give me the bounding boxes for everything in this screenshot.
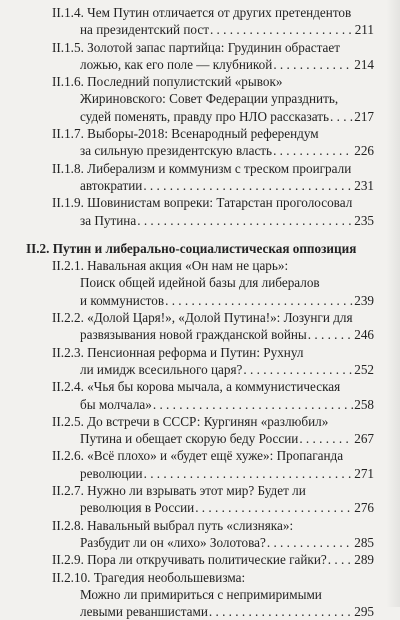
toc-entry-first-line (52, 194, 374, 211)
toc-entry-text: бы молчала» (80, 396, 152, 413)
dot-leader (328, 551, 353, 568)
dot-leader (308, 326, 353, 343)
toc-entry-text: за сильную президентскую власть (80, 142, 272, 159)
toc-entry-continuation-line (80, 21, 374, 38)
toc-entry[interactable] (52, 447, 374, 482)
toc-entry-text: Можно ли примириться с непримиримыми (80, 586, 322, 603)
toc-entry-text: Жириновского: Совет Федерации упразднить, (80, 90, 338, 107)
toc-entry-text: автократии (80, 177, 142, 194)
dot-leader (143, 177, 353, 194)
toc-entry-continuation-line (80, 326, 374, 343)
dot-leader (273, 56, 353, 73)
toc-entry-text: II.1.4. Чем Путин отличается от других претендентов (52, 4, 351, 21)
page-number: 246 (354, 326, 374, 343)
dot-leader (165, 292, 353, 309)
toc-entry[interactable] (52, 344, 374, 379)
toc-entry-text: II.2.3. Пенсионная реформа и Путин: Рухнул (52, 344, 303, 361)
toc-entry-first-line (52, 517, 374, 534)
page-number: 239 (354, 292, 374, 309)
toc-entry-text: II.1.6. Последний популистский «рывок» (52, 73, 283, 90)
toc-entry-text: за Путина (80, 212, 136, 229)
page-number: 267 (354, 430, 374, 447)
toc-entry-continuation-line (80, 586, 374, 603)
dot-leader (273, 142, 353, 159)
toc-entry-first-line (52, 551, 374, 568)
toc-entry-first-line (52, 4, 374, 21)
toc-entry[interactable] (52, 551, 374, 568)
toc-entry-continuation-line (80, 361, 374, 378)
toc-entry-text: II.2.8. Навальный выбрал путь «слизняка»: (52, 517, 293, 534)
toc-entry[interactable] (52, 125, 374, 160)
dot-leader (153, 396, 353, 413)
toc-entry-text: на президентский пост (80, 21, 209, 38)
toc-entry[interactable] (52, 517, 374, 552)
toc-entry-first-line (52, 39, 374, 56)
dot-leader (330, 108, 353, 125)
toc-entry-text: революции (80, 465, 143, 482)
toc-entry-first-line (52, 344, 374, 361)
toc-entry-continuation-line (80, 603, 374, 620)
toc-entry-text: революция в России (80, 499, 194, 516)
toc-entry[interactable] (52, 378, 374, 413)
toc-entry-text: II.2.1. Навальная акция «Он нам не царь»: (52, 257, 288, 274)
toc-entry-text: II.2.6. «Всё плохо» и «будет ещё хуже»: Пропаганда (52, 447, 343, 464)
page-number: 295 (354, 603, 374, 620)
toc-entry[interactable] (52, 160, 374, 195)
toc-entry-text: судей поменять, правду про НЛО рассказать (80, 108, 329, 125)
dot-leader (210, 21, 354, 38)
page-number: 276 (354, 499, 374, 516)
toc-entry-text: Поиск общей идейной базы для либералов (80, 274, 320, 291)
page-number: 231 (354, 177, 374, 194)
toc-entry[interactable] (52, 39, 374, 74)
dot-leader (144, 465, 354, 482)
toc-entry-first-line (52, 160, 374, 177)
toc-entry-text: II.1.7. Выборы-2018: Всенародный референдум (52, 125, 319, 142)
toc-entry-text: левыми реваншистами (80, 603, 208, 620)
toc-entry-text: ложью, как его поле — клубникой (80, 56, 272, 73)
toc-entry-text: II.1.5. Золотой запас партийца: Грудинин обрастает (52, 39, 340, 56)
toc-entry-text: ли имидж всесильного царя? (80, 361, 242, 378)
page-number: 217 (354, 108, 374, 125)
toc-entry-first-line (52, 447, 374, 464)
page-number: 235 (354, 212, 374, 229)
toc-list-bottom (26, 257, 374, 620)
toc-entry-text: II.2.5. До встречи в СССР: Кургинян «разлюбил» (52, 413, 328, 430)
toc-entry-first-line (52, 482, 374, 499)
toc-entry-first-line (52, 309, 374, 326)
toc-entry-continuation-line (80, 274, 374, 291)
toc-entry[interactable] (52, 73, 374, 125)
page-number: 211 (355, 21, 374, 38)
toc-entry-continuation-line (80, 56, 374, 73)
toc-entry-continuation-line (80, 108, 374, 125)
toc-entry-continuation-line (80, 177, 374, 194)
section-heading: II.2. Путин и либерально-социалистическая оппозиция (26, 240, 374, 257)
toc-entry[interactable] (52, 194, 374, 229)
toc-entry-text: II.1.8. Либерализм и коммунизм с треском проиграли (52, 160, 351, 177)
toc-entry-continuation-line (80, 465, 374, 482)
toc-entry-continuation-line (80, 90, 374, 107)
toc-entry-first-line (52, 257, 374, 274)
toc-entry-continuation-line (80, 534, 374, 551)
page-number: 271 (354, 465, 374, 482)
toc-entry-continuation-line (80, 142, 374, 159)
dot-leader (195, 499, 353, 516)
toc-entry-continuation-line (80, 212, 374, 229)
toc-entry-text: II.2.2. «Долой Царя!», «Долой Путина!»: Лозунги для (52, 309, 353, 326)
toc-list-top (26, 4, 374, 229)
toc-entry-continuation-line (80, 499, 374, 516)
page-number: 226 (354, 142, 374, 159)
toc-entry[interactable] (52, 413, 374, 448)
toc-entry-text: и коммунистов (80, 292, 164, 309)
toc-entry-first-line (52, 125, 374, 142)
toc-entry-continuation-line (80, 396, 374, 413)
toc-entry-first-line (52, 569, 374, 586)
toc-entry-text: II.2.10. Трагедия необольшевизма: (52, 569, 245, 586)
toc-entry-continuation-line (80, 430, 374, 447)
toc-entry[interactable] (52, 482, 374, 517)
toc-entry-text: II.2.9. Пора ли откручивать политические гайки? (52, 551, 327, 568)
toc-entry[interactable] (52, 257, 374, 309)
toc-entry-text: Путина и обещает скорую беду России (80, 430, 298, 447)
page-number: 258 (354, 396, 374, 413)
dot-leader (137, 212, 353, 229)
toc-entry[interactable] (52, 569, 374, 620)
toc-entry[interactable] (52, 309, 374, 344)
page-edge-shadow (386, 0, 400, 607)
toc-entry-continuation-line (80, 292, 374, 309)
toc-entry-text: II.2.7. Нужно ли взрывать этот мир? Будет ли (52, 482, 306, 499)
dot-leader (243, 361, 353, 378)
toc-entry-first-line (52, 378, 374, 395)
dot-leader (299, 430, 353, 447)
dot-leader (267, 534, 353, 551)
toc-entry-first-line (52, 413, 374, 430)
toc-entry-first-line (52, 73, 374, 90)
page-number: 252 (354, 361, 374, 378)
page-number: 214 (354, 56, 374, 73)
page-number: 289 (354, 551, 374, 568)
toc-entry-text: развязывания новой гражданской войны (80, 326, 307, 343)
toc-entry-text: II.2.4. «Чья бы корова мычала, а коммунистическая (52, 378, 340, 395)
page-number: 285 (354, 534, 374, 551)
toc-entry-text: II.1.9. Шовинистам вопреки: Татарстан проголосовал (52, 194, 352, 211)
toc-entry[interactable] (52, 4, 374, 39)
toc-entry-text: Разбудит ли он «лихо» Золотова? (80, 534, 266, 551)
dot-leader (209, 603, 353, 620)
